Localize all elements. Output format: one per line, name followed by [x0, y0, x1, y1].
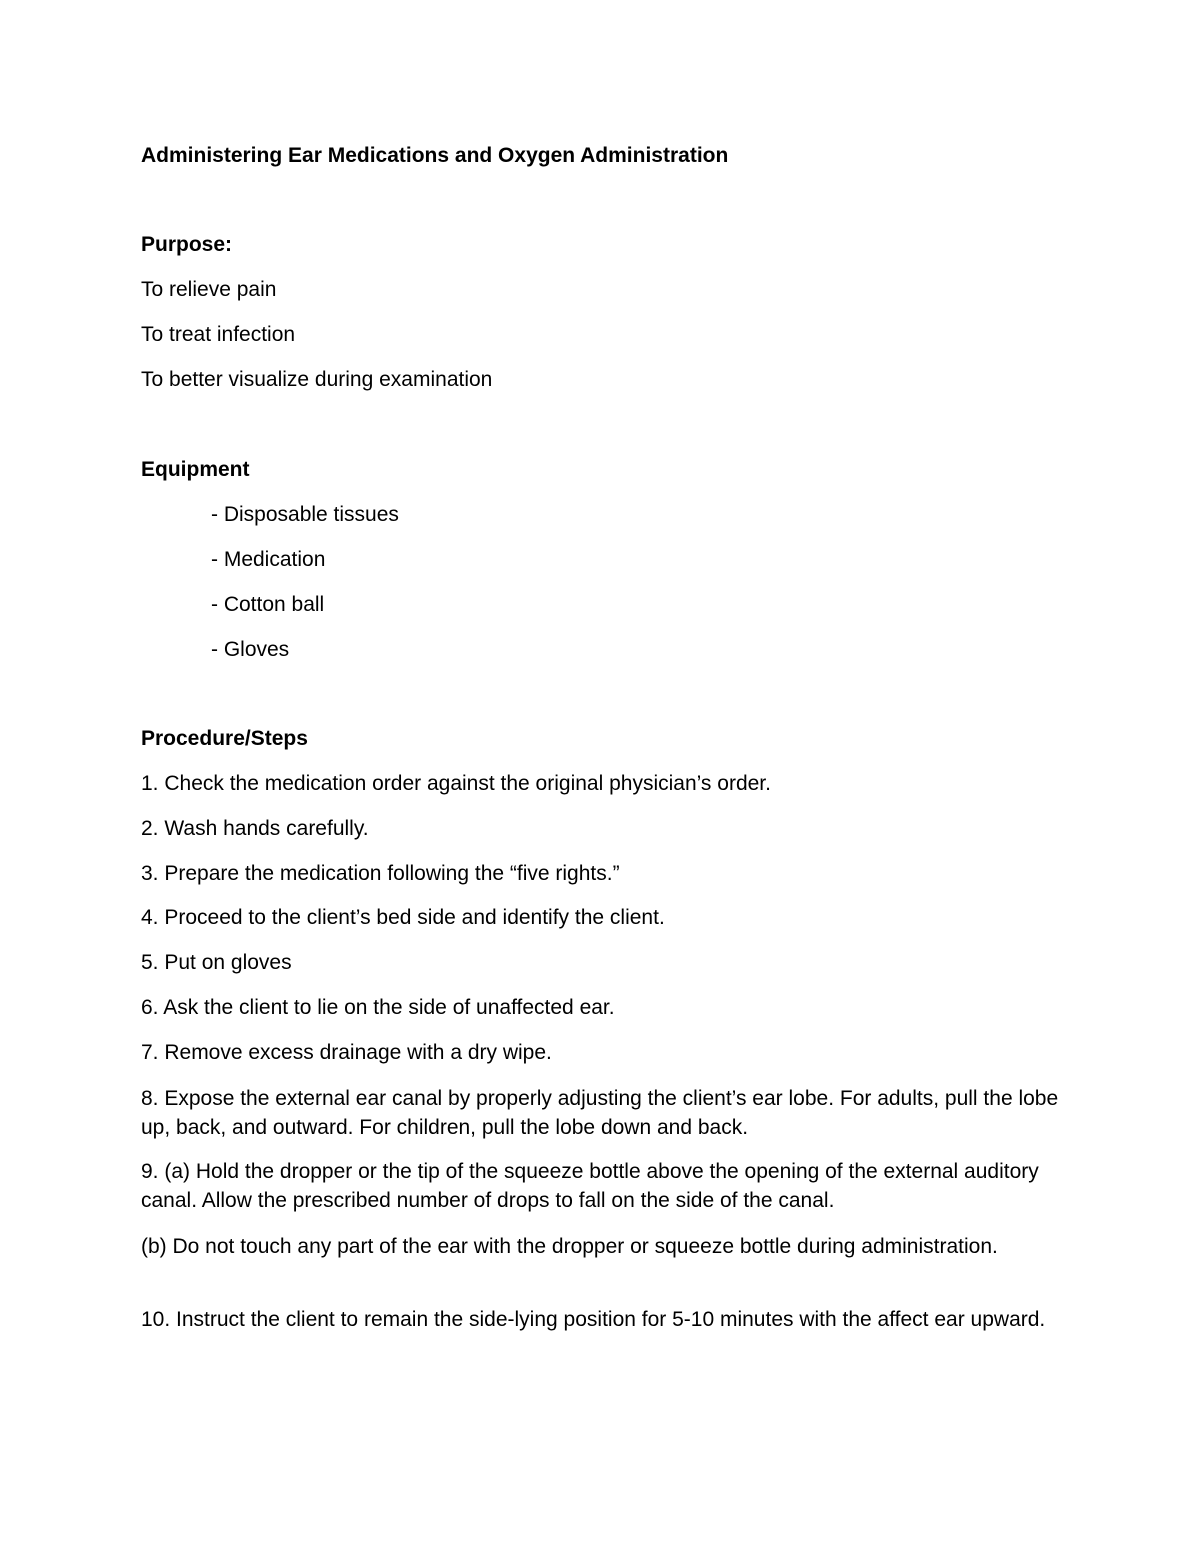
procedure-step: 2. Wash hands carefully.	[141, 817, 369, 840]
procedure-step: 8. Expose the external ear canal by properly adjusting the client’s ear lobe. For adults, pull the lobe up, back, and outward. For children, pull the lobe down and back.	[141, 1087, 1059, 1139]
equipment-item: - Gloves	[211, 638, 290, 661]
procedure-step: 9. (a) Hold the dropper or the tip of the squeeze bottle above the opening of the external auditory canal. Allow the prescribed number of drops to fall on the side of the canal.	[141, 1160, 1039, 1212]
purpose-item: To treat infection	[141, 323, 296, 346]
equipment-item: - Cotton ball	[211, 593, 325, 616]
purpose-item: To better visualize during examination	[141, 368, 493, 391]
procedure-step: 6. Ask the client to lie on the side of unaffected ear.	[141, 996, 615, 1019]
equipment-item: - Medication	[211, 548, 326, 571]
procedure-step: 7. Remove excess drainage with a dry wipe.	[141, 1041, 552, 1064]
purpose-heading: Purpose:	[141, 233, 233, 256]
procedure-step: 3. Prepare the medication following the “five rights.”	[141, 862, 620, 885]
procedure-step: 1. Check the medication order against the original physician’s order.	[141, 772, 771, 795]
equipment-item: - Disposable tissues	[211, 503, 399, 526]
procedure-step: 4. Proceed to the client’s bed side and identify the client.	[141, 906, 665, 929]
purpose-item: To relieve pain	[141, 278, 277, 301]
document-title: Administering Ear Medications and Oxygen Administration	[141, 144, 729, 167]
equipment-heading: Equipment	[141, 458, 250, 481]
procedure-heading: Procedure/Steps	[141, 727, 308, 750]
procedure-step: 10. Instruct the client to remain the side-lying position for 5-10 minutes with the affect ear upward.	[141, 1308, 1046, 1331]
procedure-step: 5. Put on gloves	[141, 951, 292, 974]
procedure-step: (b) Do not touch any part of the ear with the dropper or squeeze bottle during administration.	[141, 1235, 998, 1258]
